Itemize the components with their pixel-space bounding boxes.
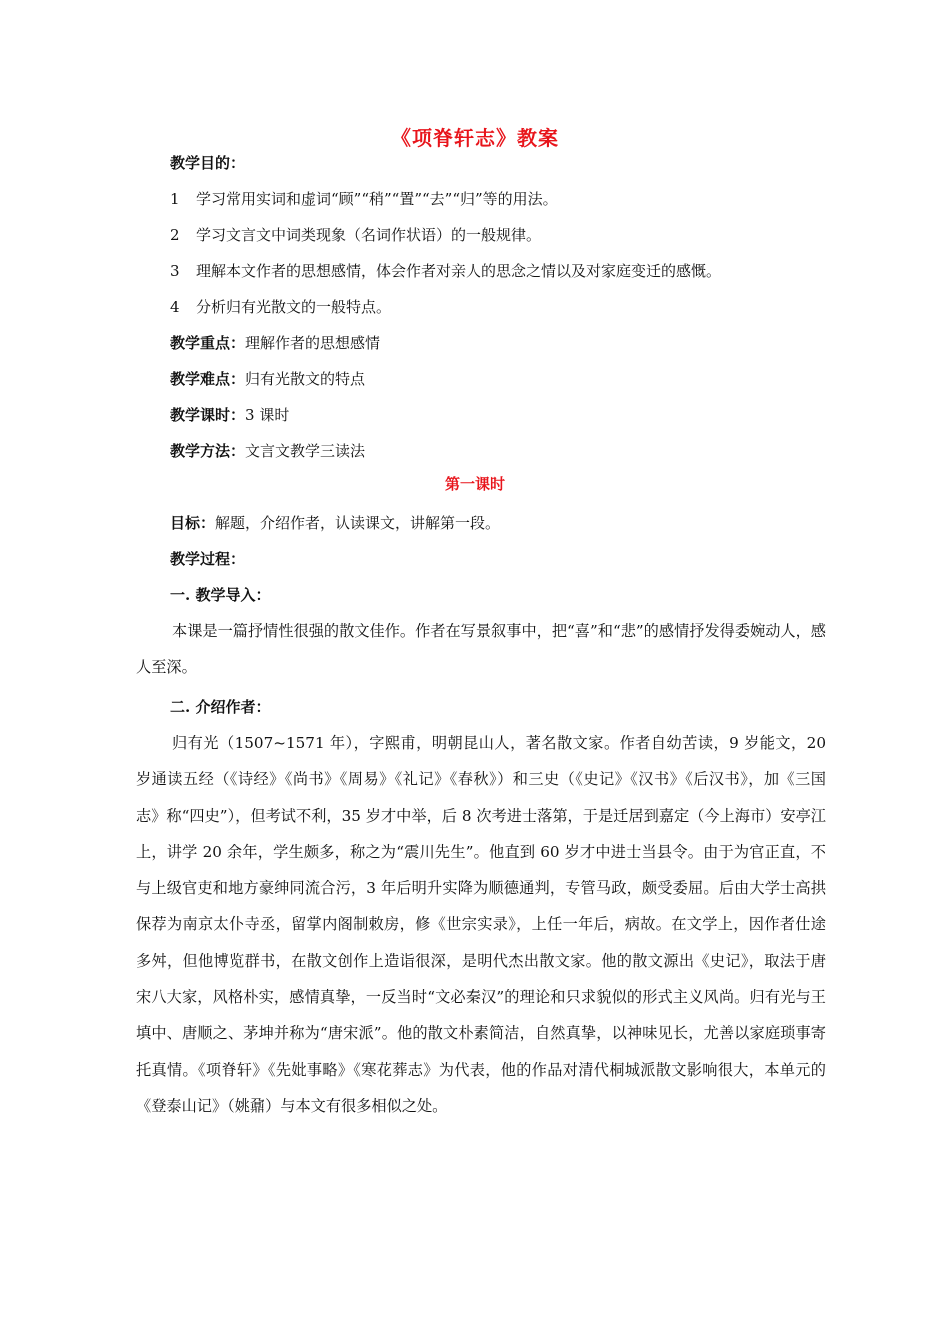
objective-item bbox=[170, 225, 541, 245]
hours-row bbox=[170, 405, 289, 425]
lesson-heading: 第一课时 bbox=[444, 475, 505, 493]
goal-value: 解题，介绍作者，认读课文，讲解第一段。 bbox=[215, 514, 501, 532]
goal-label: 目标： bbox=[170, 514, 216, 532]
goal-row bbox=[170, 513, 500, 533]
process-heading: 教学过程： bbox=[170, 550, 246, 568]
objective-number: 4 bbox=[170, 298, 180, 316]
hours-value: 3 课时 bbox=[245, 406, 290, 424]
key-point-label: 教学重点： bbox=[170, 334, 246, 352]
key-point-row bbox=[170, 333, 380, 353]
objective-number: 3 bbox=[170, 262, 180, 280]
method-value: 文言文教学三读法 bbox=[245, 442, 366, 460]
step1-heading: 一. 教学导入： bbox=[170, 586, 271, 604]
method-label: 教学方法： bbox=[170, 442, 246, 460]
objective-text: 学习常用实词和虚词“顾”“稍”“置”“去”“归”等的用法。 bbox=[196, 190, 558, 208]
difficulty-label: 教学难点： bbox=[170, 370, 246, 388]
objective-number: 1 bbox=[170, 190, 180, 208]
objective-item bbox=[170, 189, 558, 209]
step2-paragraph bbox=[136, 725, 826, 1124]
objective-item bbox=[170, 261, 721, 281]
objectives-heading: 教学目的： bbox=[170, 154, 246, 172]
step2-heading: 二. 介绍作者： bbox=[170, 698, 271, 716]
difficulty-row bbox=[170, 369, 365, 389]
objective-item bbox=[170, 297, 391, 317]
objective-text: 分析归有光散文的一般特点。 bbox=[196, 298, 392, 316]
hours-label: 教学课时： bbox=[170, 406, 246, 424]
method-row bbox=[170, 441, 365, 461]
objective-number: 2 bbox=[170, 226, 180, 244]
step2-text: 归有光（1507~1571 年），字熙甫，明朝昆山人，著名散文家。作者自幼苦读，9 岁能文，20 岁通读五经（《诗经》《尚书》《周易》《礼记》《春秋》）和三史（《史记》《汉书》《后汉书》，加《三国志》称“四史”），但考试不利，35 岁才中举，后 8 次考进士落第，于是迁居到嘉定（今上海市）安亭江上，讲学 20 余年，学生颇多，称之为“震川先生”。他直到 60 岁才中进士当县令。由于为官正直，不与上级官吏和地方豪绅同流合污，3 年后明升实降为顺德通判，专管马政，颇受委屈。后由大学士高拱保荐为南京太仆寺丞，留掌内阁制敕房，修《世宗实录》，上任一年后，病故。在文学上，因作者仕途多舛，但他博览群书，在散文创作上造诣很深，是明代杰出散文家。他的散文源出《史记》，取法于唐宋八大家，风格朴实，感情真挚，一反当时“文必秦汉”的理论和只求貌似的形式主义风尚。归有光与王填中、唐顺之、茅坤并称为“唐宋派”。他的散文朴素简洁，自然真挚，以神味见长，尤善以家庭琐事寄托真情。《项脊轩》《先妣事略》《寒花葬志》为代表，他的作品对清代桐城派散文影响很大，本单元的《登泰山记》（姚鼐）与本文有很多相似之处。 bbox=[136, 734, 826, 1115]
objective-text: 理解本文作者的思想感情，体会作者对亲人的思念之情以及对家庭变迁的感慨。 bbox=[196, 262, 722, 280]
step1-text: 本课是一篇抒情性很强的散文佳作。作者在写景叙事中，把“喜”和“悲”的感情抒发得委婉动人，感人至深。 bbox=[136, 622, 826, 677]
objective-text: 学习文言文中词类现象（名词作状语）的一般规律。 bbox=[196, 226, 542, 244]
step1-paragraph bbox=[136, 613, 826, 686]
key-point-value: 理解作者的思想感情 bbox=[245, 334, 381, 352]
document-title: 《项脊轩志》教案 bbox=[391, 126, 559, 150]
difficulty-value: 归有光散文的特点 bbox=[245, 370, 366, 388]
